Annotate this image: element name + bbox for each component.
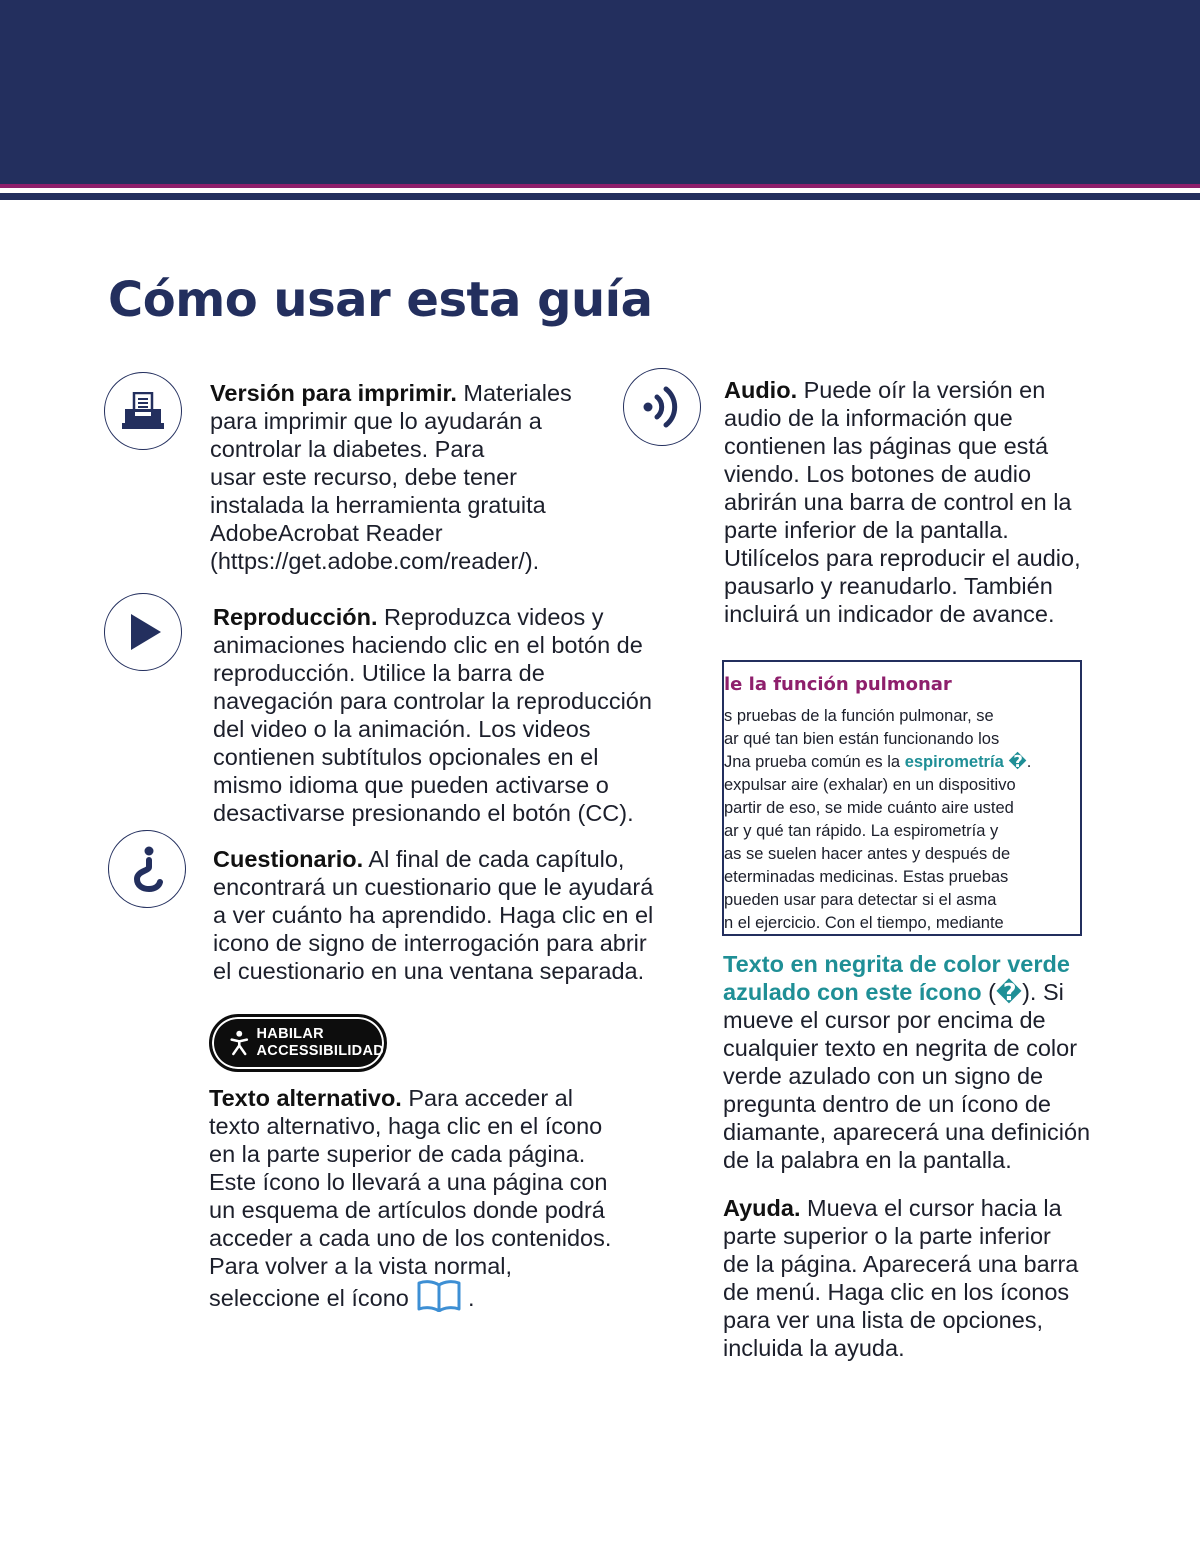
playback-line: animaciones haciendo clic en el botón de <box>213 632 643 658</box>
audio-line: incluirá un indicador de avance. <box>724 601 1055 627</box>
sample-line: pueden usar para detectar si el asma <box>724 891 997 909</box>
sample-line: n el ejercicio. Con el tiempo, mediante <box>724 914 1004 932</box>
playback-line: mismo idioma que pueden activarse o <box>213 772 609 798</box>
help-line: para ver una lista de opciones, <box>723 1307 1044 1333</box>
playback-line: navegación para controlar la reproducción <box>213 688 652 714</box>
print-line: usar este recurso, debe tener <box>210 464 517 490</box>
sample-line: as se suelen hacer antes y después de <box>724 845 1011 863</box>
sample-line: expulsar aire (exhalar) en un dispositivo <box>724 776 1016 794</box>
accessibility-icon <box>230 1028 249 1058</box>
help-title: Ayuda. <box>723 1195 801 1221</box>
glossary-paren-open: ( <box>981 979 996 1005</box>
glossary-title-line1: Texto en negrita de color verde <box>723 951 1070 977</box>
sample-glossary-excerpt <box>722 660 1082 936</box>
glossary-line: cualquier texto en negrita de color <box>723 1035 1078 1061</box>
quiz-line: Al final de cada capítulo, <box>363 846 625 872</box>
print-line: Materiales <box>456 380 572 406</box>
glossary-paren-close: ). <box>1022 979 1037 1005</box>
alt-text-trailing: . <box>467 1285 475 1311</box>
playback-line: del video o la animación. Los videos <box>213 716 591 742</box>
quiz-title: Cuestionario. <box>213 846 364 872</box>
open-book-icon[interactable] <box>417 1280 461 1312</box>
print-line: instalada la herramienta gratuita <box>210 492 546 518</box>
glossary-line: diamante, aparecerá una definición <box>723 1119 1091 1145</box>
print-line: controlar la diabetes. Para <box>210 436 485 462</box>
alt-text-line: en la parte superior de cada página. <box>209 1141 586 1167</box>
audio-line: parte inferior de la pantalla. <box>724 517 1009 543</box>
help-line: Mueva el cursor hacia la <box>800 1195 1062 1221</box>
audio-line: Puede oír la versión en <box>797 377 1046 403</box>
sample-line: ar qué tan bien están funcionando los <box>724 730 1000 748</box>
glossary-line: verde azulado con un signo de <box>723 1063 1044 1089</box>
accessibility-label-line2: ACCESSIBILIDAD <box>256 1043 384 1059</box>
quiz-description <box>213 845 653 985</box>
accessibility-label-line1: HABILAR <box>256 1026 324 1042</box>
glossary-title-line2: azulado con este ícono <box>723 979 982 1005</box>
alt-text-line: Para volver a la vista normal, <box>209 1253 513 1279</box>
sample-line <box>724 751 1031 773</box>
printer-icon <box>121 392 165 430</box>
sample-line: eterminadas medicinas. Estas pruebas <box>724 868 1009 886</box>
playback-button[interactable] <box>104 593 182 671</box>
print-button[interactable] <box>104 372 182 450</box>
sample-line-text: Jna prueba común es la <box>724 753 905 771</box>
print-line: AdobeAcrobat Reader <box>210 520 443 546</box>
diamond-question-icon: � <box>995 979 1023 1005</box>
print-line: para imprimir que lo ayudarán a <box>210 408 542 434</box>
alt-text-line: texto alternativo, haga clic en el ícono <box>209 1113 603 1139</box>
help-line: de la página. Aparecerá una barra <box>723 1251 1079 1277</box>
quiz-line: el cuestionario en una ventana separada. <box>213 958 645 984</box>
alt-text-line: acceder a cada uno de los contenidos. <box>209 1225 612 1251</box>
sample-glossary-term[interactable]: espirometría <box>904 753 1004 771</box>
alt-text-line: seleccione el ícono <box>209 1285 409 1311</box>
audio-line: Utilícelos para reproducir el audio, <box>724 545 1081 571</box>
sample-heading: le la función pulmonar <box>724 674 952 695</box>
help-line: de menú. Haga clic en los íconos <box>723 1279 1070 1305</box>
question-icon <box>129 846 165 892</box>
audio-title: Audio. <box>724 377 798 403</box>
playback-title: Reproducción. <box>213 604 378 630</box>
audio-line: viendo. Los botones de audio <box>724 461 1032 487</box>
glossary-line: de la palabra en la pantalla. <box>723 1147 1012 1173</box>
playback-line: contienen subtítulos opcionales en el <box>213 744 599 770</box>
glossary-line: mueve el cursor por encima de <box>723 1007 1046 1033</box>
alt-text-description <box>209 1084 611 1312</box>
alt-text-title: Texto alternativo. <box>209 1085 402 1111</box>
help-line: parte superior o la parte inferior <box>723 1223 1051 1249</box>
print-title: Versión para imprimir. <box>210 380 457 406</box>
playback-line: desactivarse presionando el botón (CC). <box>213 800 634 826</box>
page-title: Cómo usar esta guía <box>108 272 653 328</box>
audio-button[interactable] <box>623 368 701 446</box>
glossary-line: Si <box>1036 979 1064 1005</box>
playback-line: reproducción. Utilice la barra de <box>213 660 545 686</box>
header-banner <box>0 0 1200 184</box>
playback-line: Reproduzca videos y <box>377 604 604 630</box>
sample-line: ar y qué tan rápido. La espirometría y <box>724 822 999 840</box>
audio-description <box>724 376 1081 628</box>
audio-line: contienen las páginas que está <box>724 433 1049 459</box>
help-line: incluida la ayuda. <box>723 1335 905 1361</box>
diamond-question-icon[interactable]: � <box>1008 753 1027 771</box>
sample-line: partir de eso, se mide cuánto aire usted <box>724 799 1014 817</box>
audio-line: abrirán una barra de control en la <box>724 489 1072 515</box>
glossary-line: pregunta dentro de un ícono de <box>723 1091 1051 1117</box>
help-description <box>723 1194 1078 1362</box>
accessibility-label <box>257 1026 384 1060</box>
accessibility-button[interactable] <box>209 1014 387 1072</box>
quiz-line: encontrará un cuestionario que le ayudará <box>213 874 654 900</box>
alt-text-line: Este ícono lo llevará a una página con <box>209 1169 608 1195</box>
quiz-line: a ver cuánto ha aprendido. Haga clic en el <box>213 902 654 928</box>
sample-line: s pruebas de la función pulmonar, se <box>724 707 994 725</box>
sample-line-end: . <box>1026 753 1032 771</box>
audio-line: pausarlo y reanudarlo. También <box>724 573 1053 599</box>
audio-icon <box>639 384 685 430</box>
playback-description <box>213 603 652 827</box>
quiz-line: icono de signo de interrogación para abrir <box>213 930 647 956</box>
print-description <box>210 379 572 575</box>
glossary-description <box>723 950 1090 1174</box>
alt-text-line: un esquema de artículos donde podrá <box>209 1197 605 1223</box>
play-icon <box>123 612 163 652</box>
print-line: (https://get.adobe.com/reader/). <box>210 548 540 574</box>
header-stripe-navy <box>0 193 1200 200</box>
alt-text-line: Para acceder al <box>401 1085 573 1111</box>
quiz-button[interactable] <box>108 830 186 908</box>
audio-line: audio de la información que <box>724 405 1013 431</box>
